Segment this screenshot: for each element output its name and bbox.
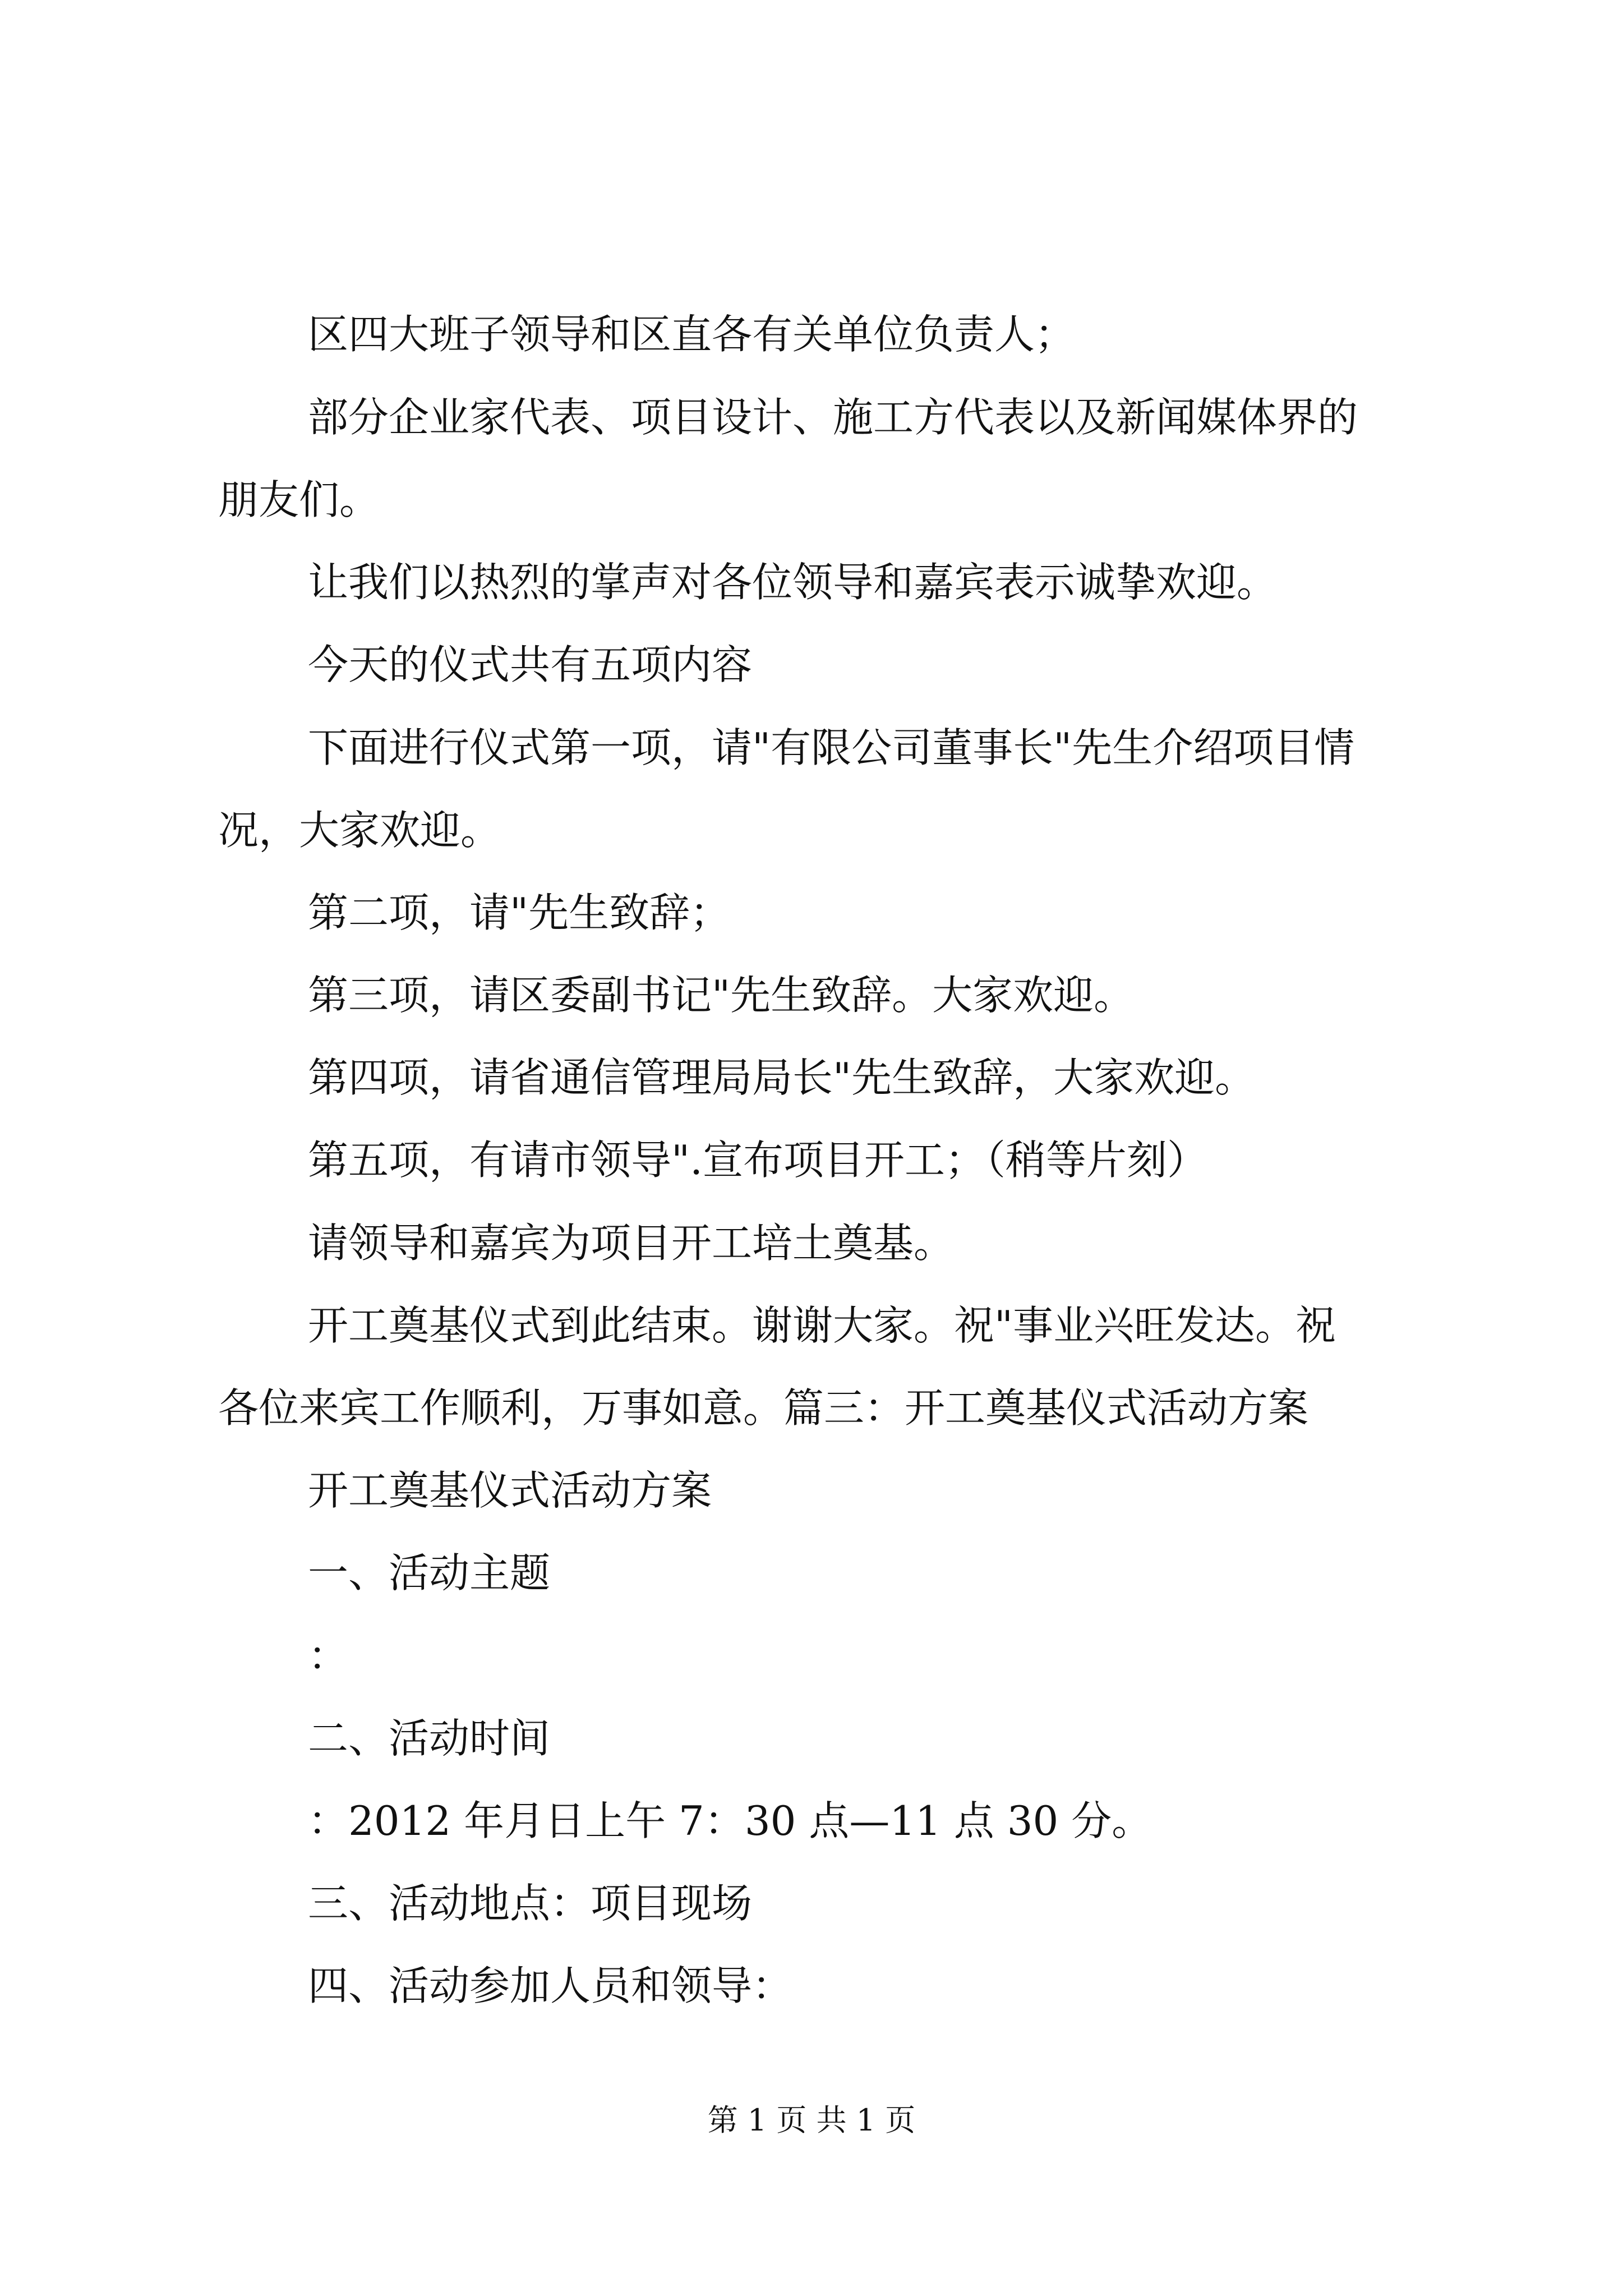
paragraph-line: 下面进行仪式第一项，请"有限公司董事长"先生介绍项目情 [308, 724, 1355, 771]
paragraph-line: 开工奠基仪式活动方案 [308, 1467, 712, 1514]
paragraph-line: 第二项，请"先生致辞； [308, 889, 731, 936]
paragraph-line: 二、活动时间 [308, 1715, 551, 1762]
paragraph-line: ： [308, 1632, 349, 1680]
paragraph-line: 区四大班子领导和区直各有关单位负责人； [308, 311, 1076, 358]
paragraph-line: 第四项，请省通信管理局局长"先生致辞，大家欢迎。 [308, 1054, 1256, 1101]
paragraph-line: 四、活动参加人员和领导： [308, 1962, 793, 2009]
page-footer: 第 1 页 共 1 页 [707, 2102, 916, 2138]
paragraph-line: 朋友们。 [218, 476, 380, 523]
paragraph-line: 请领导和嘉宾为项目开工培土奠基。 [308, 1220, 955, 1267]
paragraph-line: 让我们以热烈的掌声对各位领导和嘉宾表示诚挚欢迎。 [308, 559, 1278, 606]
paragraph-line: ：2012 年月日上午 7：30 点—11 点 30 分。 [308, 1797, 1152, 1844]
paragraph-line: 三、活动地点：项目现场 [308, 1880, 753, 1927]
paragraph-line: 况，大家欢迎。 [218, 807, 501, 854]
paragraph-line: 今天的仪式共有五项内容 [308, 641, 753, 688]
paragraph-line: 一、活动主题 [308, 1549, 551, 1596]
paragraph-line: 开工奠基仪式到此结束。谢谢大家。祝"事业兴旺发达。祝 [308, 1302, 1336, 1349]
paragraph-line: 各位来宾工作顺利，万事如意。篇三：开工奠基仪式活动方案 [218, 1384, 1309, 1432]
paragraph-line: 第五项，有请市领导".宣布项目开工；（稍等片刻） [308, 1137, 1208, 1184]
paragraph-line: 部分企业家代表、项目设计、施工方代表以及新闻媒体界的 [308, 394, 1358, 441]
paragraph-line: 第三项，请区委副书记"先生致辞。大家欢迎。 [308, 972, 1135, 1019]
